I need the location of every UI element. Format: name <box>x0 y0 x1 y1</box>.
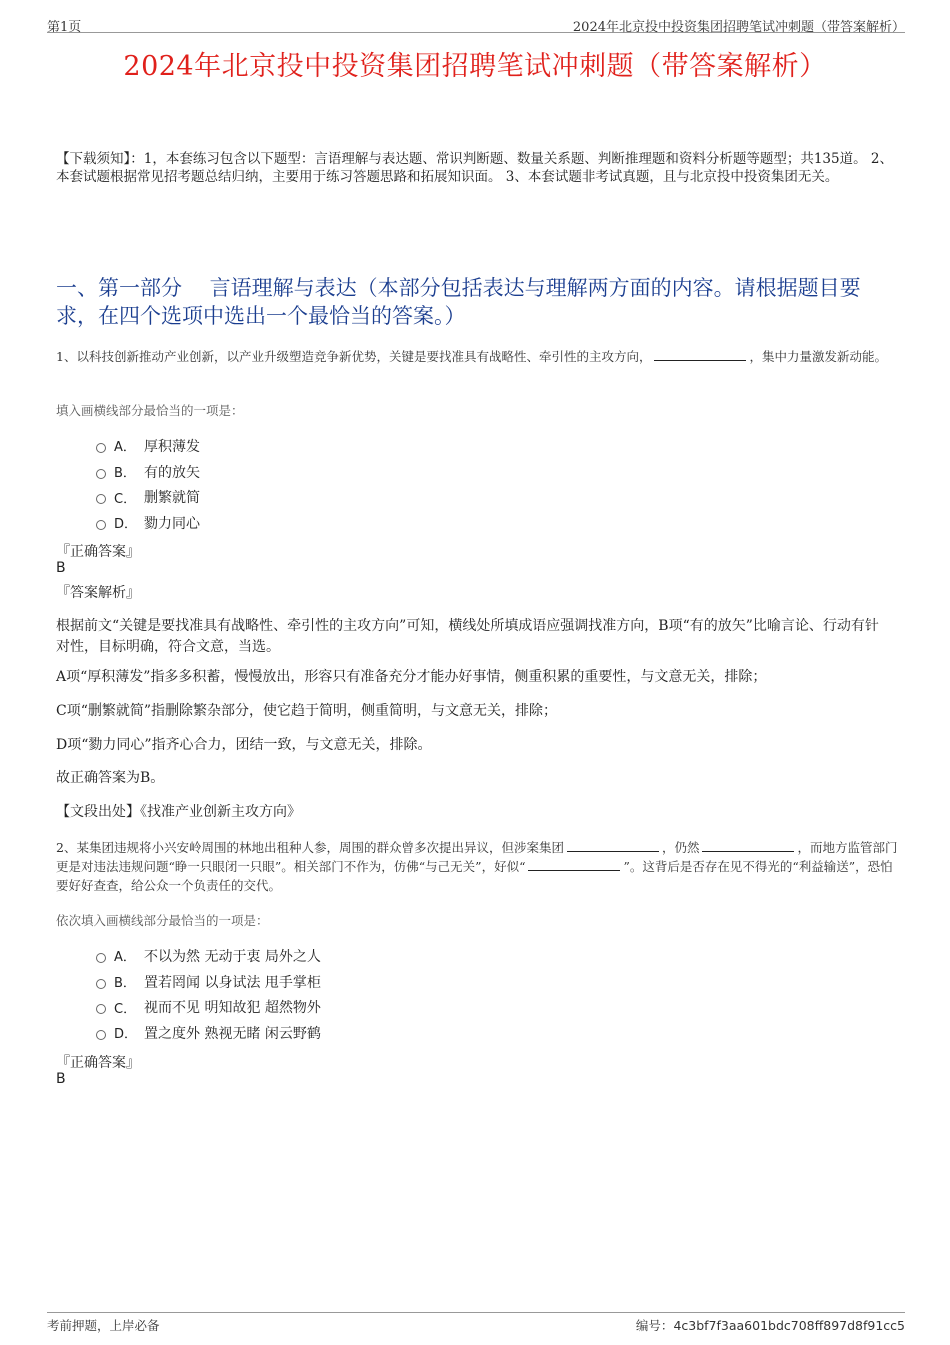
analysis-paragraph: 故正确答案为B。 <box>56 770 165 786</box>
page-number: 第1页 <box>47 20 82 35</box>
analysis-paragraph: D项“勠力同心”指齐心合力，团结一致，与文意无关，排除。 <box>56 737 432 753</box>
answer-label: 『正确答案』 <box>56 1055 140 1071</box>
radio-icon[interactable] <box>96 443 106 453</box>
answer-blank <box>702 839 794 852</box>
radio-icon[interactable] <box>96 979 106 989</box>
question-1-options <box>96 433 200 536</box>
download-notice: 【下载须知】：1，本套练习包含以下题型：言语理解与表达题、常识判断题、数量关系题、判断推理题和资料分析题等题型；共135道。 2、本套试题根据常见招考题总结归纳，主要用于练习答题思路和拓展知识面。 3、本套试题非考试真题，且与北京投中投资集团无关。 <box>56 151 893 185</box>
option-a[interactable]: A． 厚积薄发 <box>96 433 200 459</box>
correct-answer: B <box>56 1071 66 1087</box>
page-footer <box>47 1312 905 1333</box>
section-heading: 一、第一部分 言语理解与表达（本部分包括表达与理解两方面的内容。请根据题目要求，在四个选项中选出一个最恰当的答案。） <box>56 276 861 328</box>
option-a[interactable]: A． 不以为然 无动于衷 局外之人 <box>96 943 321 969</box>
analysis-paragraph: C项“删繁就简”指删除繁杂部分，使它趋于简明，侧重简明，与文意无关，排除； <box>56 703 558 719</box>
option-d[interactable]: D． 置之度外 熟视无睹 闲云野鹤 <box>96 1020 321 1046</box>
question-1-stem: 1、以科技创新推动产业创新，以产业升级塑造竞争新优势，关键是要找准具有战略性、牵引性的主攻方向， ，集中力量激发新动能。 <box>56 349 887 364</box>
option-d[interactable]: D． 勠力同心 <box>96 510 200 536</box>
question-2-stem: 2、某集团违规将小兴安岭周围的林地出租种人参，周围的群众曾多次提出异议，但涉案集团 ，仍然 ，而地方监管部门更是对违法违规问题“睁一只眼闭一只眼”。相关部门不作为，仿佛“与己无关”，好似“ ”。这背后是否存在见不得光的“利益输送”，恐怕要好好查查，给公众一个负责任的交代。 <box>56 840 898 893</box>
radio-icon[interactable] <box>96 1030 106 1040</box>
footer-slogan: 考前押题，上岸必备 <box>47 1318 160 1333</box>
analysis-label: 『答案解析』 <box>56 585 140 601</box>
question-2-hint: 依次填入画横线部分最恰当的一项是： <box>56 913 269 928</box>
header-doc-title: 2024年北京投中投资集团招聘笔试冲刺题（带答案解析） <box>572 20 905 35</box>
radio-icon[interactable] <box>96 494 106 504</box>
option-c[interactable]: C． 视而不见 明知故犯 超然物外 <box>96 994 321 1020</box>
radio-icon[interactable] <box>96 469 106 479</box>
source-citation: 【文段出处】《找准产业创新主攻方向》 <box>56 804 301 820</box>
analysis-paragraph: A项“厚积薄发”指多多积蓄，慢慢放出，形容只有准备充分才能办好事情，侧重积累的重要性，与文意无关，排除； <box>56 669 767 685</box>
radio-icon[interactable] <box>96 520 106 530</box>
answer-blank <box>528 858 620 871</box>
document-code: 编号：4c3bf7f3aa601bdc708ff897d8f91cc5 <box>635 1318 905 1333</box>
option-b[interactable]: B． 有的放矢 <box>96 459 200 485</box>
page-header <box>47 14 905 33</box>
question-1-hint: 填入画横线部分最恰当的一项是： <box>56 403 244 418</box>
analysis-paragraph: 根据前文“关键是要找准具有战略性、牵引性的主攻方向”可知，横线处所填成语应强调找准方向，B项“有的放矢”比喻言论、行动有针对性，目标明确，符合文意，当选。 <box>56 618 879 655</box>
radio-icon[interactable] <box>96 1004 106 1014</box>
answer-label: 『正确答案』 <box>56 544 140 560</box>
radio-icon[interactable] <box>96 953 106 963</box>
question-2-options <box>96 943 321 1046</box>
option-c[interactable]: C． 删繁就简 <box>96 484 200 510</box>
answer-blank <box>567 839 659 852</box>
option-b[interactable]: B． 置若罔闻 以身试法 甩手掌柜 <box>96 969 321 995</box>
page-title: 2024年北京投中投资集团招聘笔试冲刺题（带答案解析） <box>123 51 827 82</box>
correct-answer: B <box>56 560 66 576</box>
answer-blank <box>654 348 746 361</box>
